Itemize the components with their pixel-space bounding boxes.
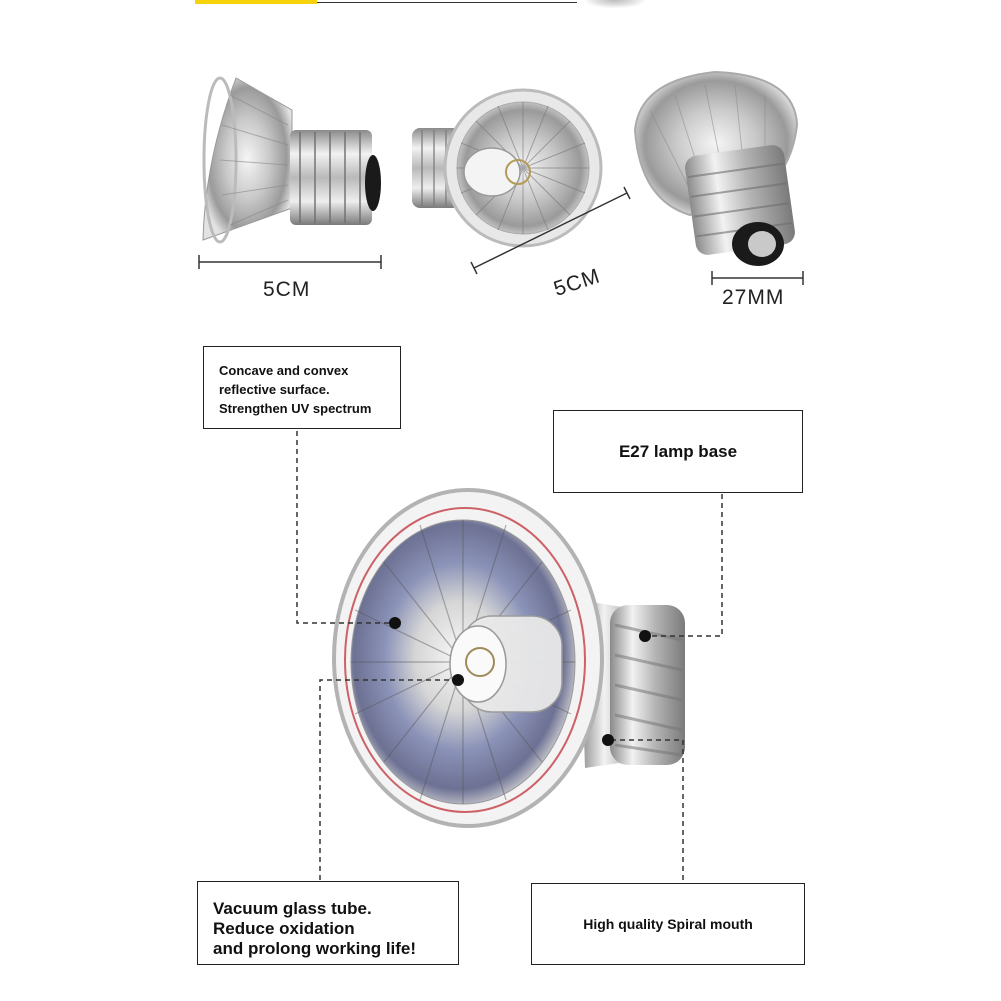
callout-text: Vacuum glass tube. [213,899,372,918]
callout-text: High quality Spiral mouth [583,916,753,932]
callout-glass-tube [197,881,459,965]
dimension-label-side: 5CM [263,278,311,301]
callout-spiral-mouth [531,883,805,965]
dimension-line-base [712,271,803,285]
dimension-line-side [199,255,381,269]
callout-text: E27 lamp base [618,441,738,461]
callout-text: Reduce oxidation [213,919,355,938]
callout-text: and prolong working life! [213,939,417,958]
callout-lamp-base [553,410,803,493]
callout-reflective-surface [203,346,401,429]
callout-text: reflective surface. [219,382,330,397]
bulb-base-view [635,72,797,266]
callout-text: Concave and convex [219,363,349,378]
bulb-side-view [203,78,381,242]
bulb-large [334,490,685,826]
bulb-front-view [412,90,601,246]
dimension-label-base: 27MM [722,286,785,309]
callout-text: Strengthen UV spectrum [219,401,372,416]
dimension-label-front: 5CM [551,264,604,301]
